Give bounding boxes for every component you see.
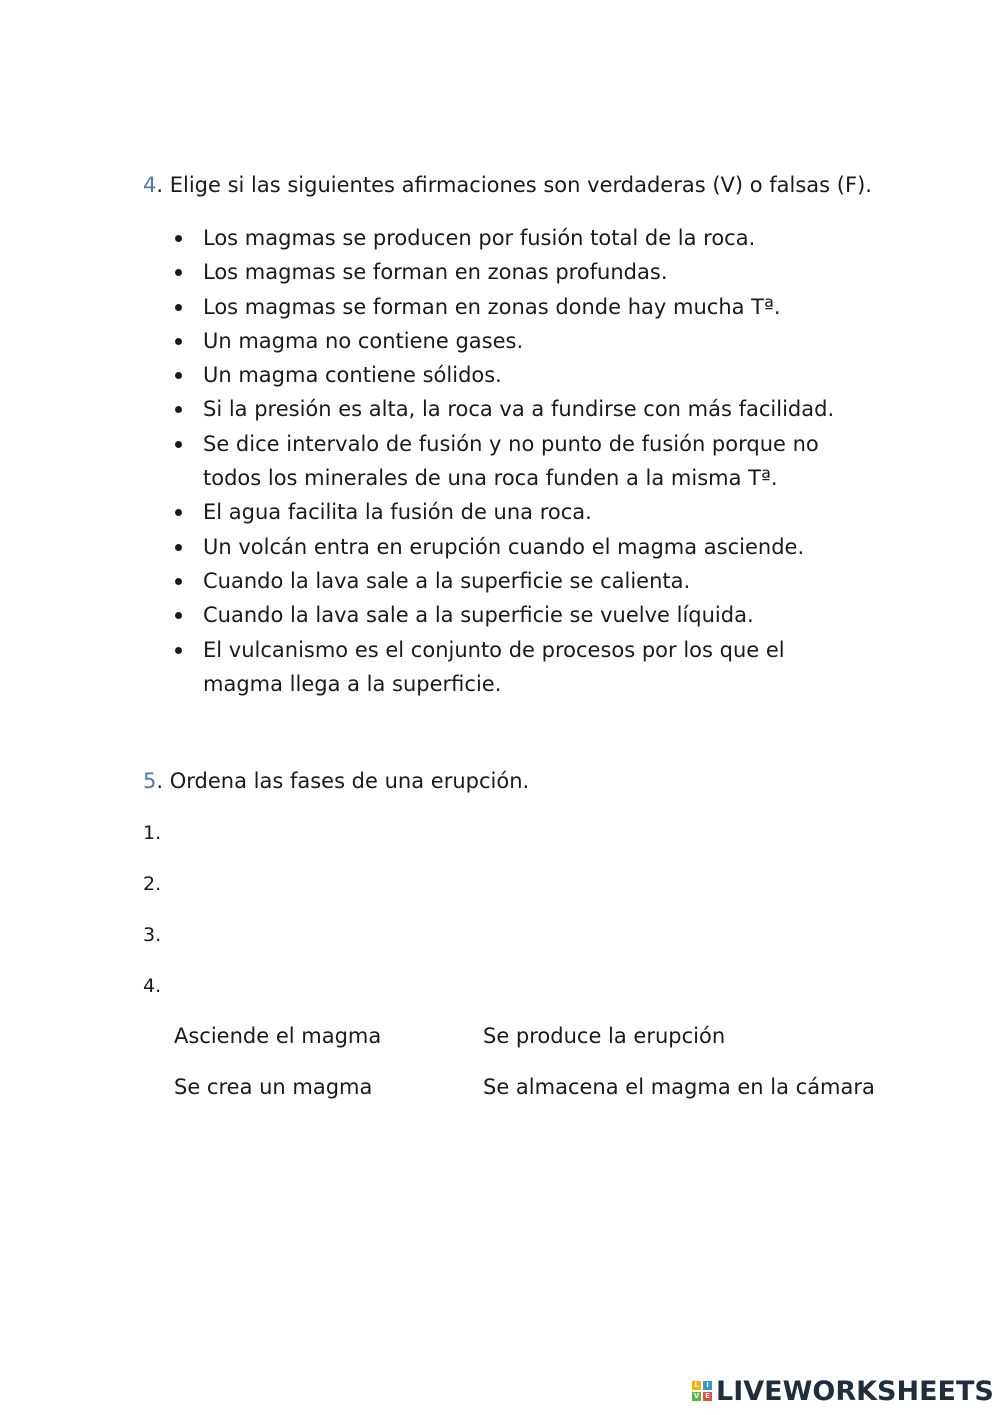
bullet-icon <box>175 235 182 242</box>
statement-text: Un magma no contiene gases. <box>203 328 524 353</box>
statement-text: Se dice intervalo de fusión y no punto de fusión porque no todos los minerales de una roca funden a la misma Tª. <box>203 431 819 491</box>
liveworksheets-logo <box>692 1374 994 1408</box>
statement-text: El agua facilita la fusión de una roca. <box>203 500 592 525</box>
logo-text: LIVEWORKSHEETS <box>716 1375 994 1407</box>
statement-item <box>172 358 872 392</box>
order-slot-4[interactable]: 4. <box>143 975 162 997</box>
bullet-icon <box>175 304 182 311</box>
statement-text: Un volcán entra en erupción cuando el magma asciende. <box>203 534 805 559</box>
statement-item <box>172 598 872 632</box>
bullet-icon <box>175 441 182 448</box>
question-5-number: 5 <box>143 769 157 793</box>
statement-item <box>172 633 872 702</box>
phase-option-almacena[interactable]: Se almacena el magma en la cámara <box>483 1075 875 1099</box>
question-4-title <box>143 171 872 199</box>
bullet-icon <box>175 338 182 345</box>
statement-item <box>172 290 872 324</box>
statement-item <box>172 324 872 358</box>
question-5-text: . Ordena las fases de una erupción. <box>156 769 530 793</box>
bullet-icon <box>175 544 182 551</box>
phase-option-asciende[interactable]: Asciende el magma <box>174 1024 382 1048</box>
liveworksheets-mark-icon: L I V E <box>692 1381 712 1401</box>
bullet-icon <box>175 372 182 379</box>
bullet-icon <box>175 406 182 413</box>
question-4-number: 4 <box>143 173 157 197</box>
order-slot-1[interactable]: 1. <box>143 822 162 844</box>
statement-item <box>172 392 872 426</box>
bullet-icon <box>175 612 182 619</box>
order-slot-2[interactable]: 2. <box>143 873 162 895</box>
bullet-icon <box>175 269 182 276</box>
phase-option-erupcion[interactable]: Se produce la erupción <box>483 1024 726 1048</box>
statement-text: El vulcanismo es el conjunto de procesos por los que el magma llega a la superficie. <box>203 637 785 696</box>
statement-item <box>172 221 872 255</box>
statement-text: Si la presión es alta, la roca va a fundirse con más facilidad. <box>203 397 835 422</box>
statement-text: Los magmas se forman en zonas profundas. <box>203 260 668 285</box>
bullet-icon <box>175 509 182 516</box>
statement-text: Cuando la lava sale a la superficie se calienta. <box>203 568 691 593</box>
statement-item <box>172 427 872 496</box>
question-5-title <box>143 767 529 795</box>
statement-item <box>172 564 872 598</box>
statement-item <box>172 530 872 564</box>
question-4-text: . Elige si las siguientes afirmaciones son verdaderas (V) o falsas (F). <box>156 173 872 197</box>
statement-item <box>172 495 872 529</box>
bullet-icon <box>175 647 182 654</box>
statement-item <box>172 255 872 289</box>
statement-text: Los magmas se forman en zonas donde hay mucha Tª. <box>203 294 781 319</box>
phase-option-crea[interactable]: Se crea un magma <box>174 1075 373 1099</box>
statement-text: Cuando la lava sale a la superficie se vuelve líquida. <box>203 603 754 628</box>
statement-text: Un magma contiene sólidos. <box>203 363 502 388</box>
order-slot-3[interactable]: 3. <box>143 924 162 946</box>
statement-text: Los magmas se producen por fusión total de la roca. <box>203 226 756 250</box>
question-4-statement-list <box>172 221 872 701</box>
bullet-icon <box>175 578 182 585</box>
